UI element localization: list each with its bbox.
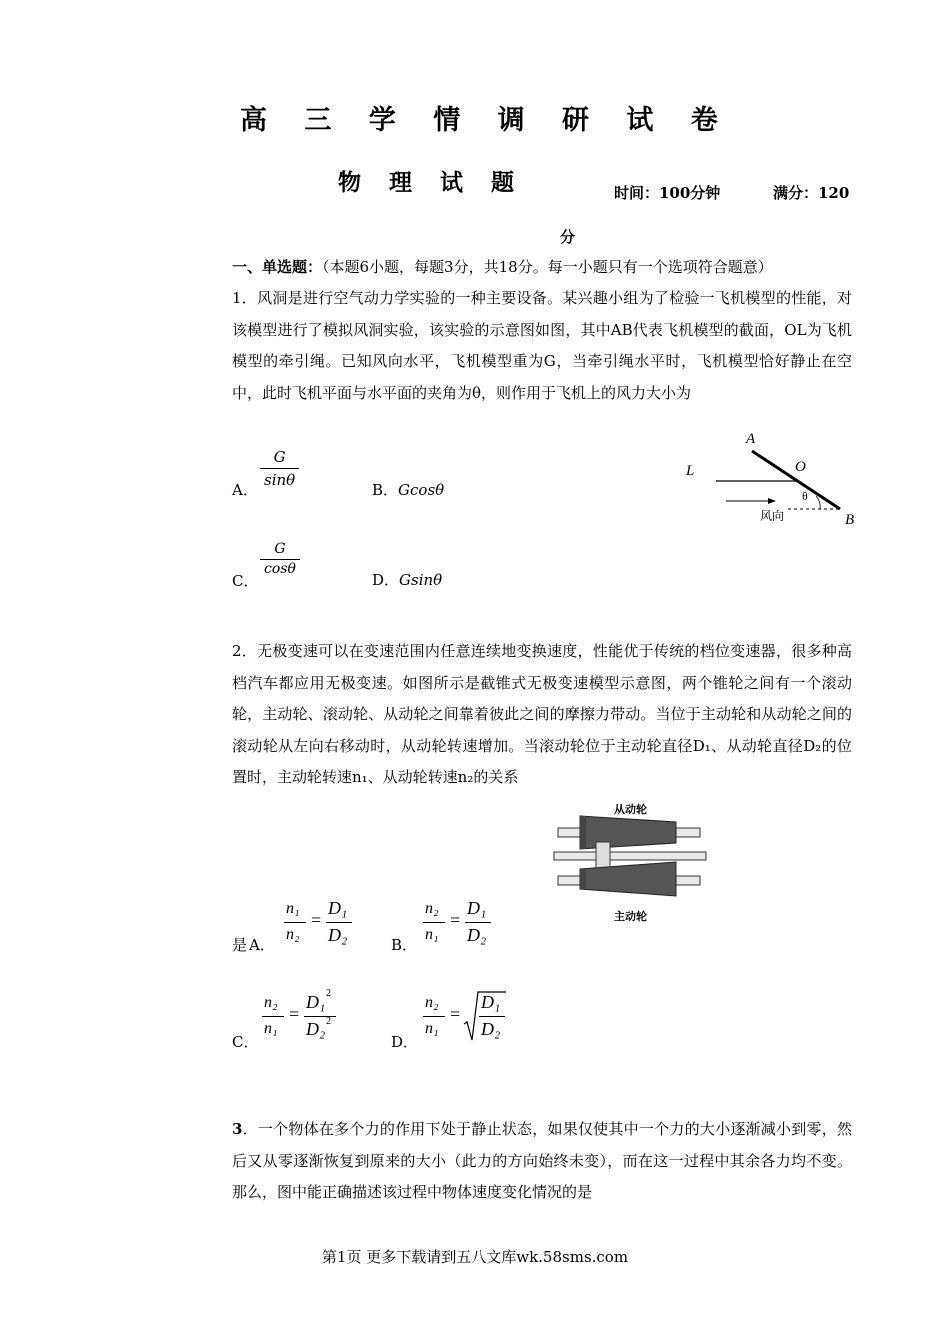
question-3-number: 3 <box>232 1120 243 1138</box>
cvt-diagram <box>552 800 712 930</box>
theta-arc <box>816 496 820 509</box>
page-footer: 第1页 更多下载请到五八文库wk.58sms.com <box>321 1248 629 1266</box>
q2-c-rhs-den-exp: 2 <box>326 1016 331 1027</box>
q2-a-equals: = <box>311 910 322 930</box>
q2-c-lhs-den: n₁ <box>264 1020 278 1037</box>
question-3-text <box>232 1114 852 1209</box>
q2-d-rhs-bar <box>479 1016 505 1017</box>
q2-a-lhs-num: n₁ <box>286 900 300 917</box>
q2-b-rhs-bar <box>465 922 491 923</box>
q2-d-rhs-num: D₁ <box>481 992 501 1012</box>
q2-c-rhs-bar <box>304 1016 336 1017</box>
label-l: L <box>686 463 695 479</box>
label-o: O <box>795 459 806 475</box>
label-b: B <box>845 512 855 528</box>
question-1-text: 1．风洞是进行空气动力学实验的一种主要设备。某兴趣小组为了检验一飞机模型的性能，对该模型进行了模拟风洞实验，该实验的示意图如图，其中AB代表飞机模型的截面，OL为飞机模型的牵引绳。已知风向水平，飞机模型重为G，当牵引绳水平时，飞机模型恰好静止在空中，此时飞机平面与水平面的夹角为θ，则作用于飞机上的风力大小为 <box>232 289 852 402</box>
q1-option-d-label: D． <box>372 571 400 589</box>
q2-b-rhs-den: D₂ <box>467 925 487 945</box>
q2-c-rhs-den: D₂ <box>306 1019 326 1039</box>
driven-cone-face <box>580 816 586 849</box>
wind-arrow-head <box>768 498 776 504</box>
q2-d-lhs-bar <box>423 1016 445 1017</box>
q2-c-lhs-num: n₂ <box>264 994 278 1011</box>
q1-option-d <box>372 569 442 590</box>
q2-a-rhs-num: D₁ <box>328 898 348 918</box>
section-heading <box>232 256 773 277</box>
section-note: （本题6小题，每题3分，共18分。每一小题只有一个选项符合题意） <box>322 258 773 276</box>
exam-score: 满分：120 <box>773 184 850 202</box>
q2-option-c-label: C． <box>232 1033 259 1051</box>
q1-option-a-fraction <box>260 446 299 491</box>
exam-score-unit: 分 <box>560 228 576 246</box>
q2-b-rhs-num: D₁ <box>467 898 487 918</box>
wind-tunnel-diagram <box>680 425 870 535</box>
q1-option-b-value: Gcosθ <box>398 481 445 499</box>
q1-option-b <box>372 479 444 500</box>
q2-option-b-label: B． <box>391 936 418 954</box>
drive-cone <box>580 862 676 896</box>
q2-b-lhs-bar <box>423 922 445 923</box>
q2-c-rhs-num-exp: 2 <box>326 988 331 999</box>
q2-b-lhs-den: n₁ <box>425 926 439 943</box>
q2-option-a-label: A． <box>249 936 275 954</box>
q1-option-a-numerator: G <box>273 448 286 466</box>
q2-d-lhs-num: n₂ <box>425 994 439 1011</box>
exam-time: 时间：100分钟 <box>614 184 721 202</box>
label-theta: θ <box>802 489 808 503</box>
q2-c-lhs-bar <box>262 1016 284 1017</box>
drive-wheel-label: 主动轮 <box>614 910 647 923</box>
q1-option-c-label: C． <box>232 572 259 590</box>
q1-option-c-numerator: G <box>274 541 286 557</box>
q1-option-c-denominator: cosθ <box>260 559 300 579</box>
q2-a-lhs-bar <box>284 922 306 923</box>
q2-b-lhs-num: n₂ <box>425 900 439 917</box>
q2-tail: 是 <box>232 936 248 954</box>
q2-c-equals: = <box>289 1004 300 1024</box>
q2-d-lhs-den: n₁ <box>425 1020 439 1037</box>
q1-option-d-value: Gsinθ <box>399 571 443 589</box>
driven-cone <box>580 816 676 849</box>
q1-option-b-label: B． <box>372 481 399 499</box>
q1-option-c-fraction <box>260 540 300 579</box>
roller-shaft <box>554 852 706 860</box>
rolling-wheel <box>596 842 610 868</box>
q2-option-d-label: D． <box>391 1033 419 1051</box>
exam-subtitle: 物 理 试 题 <box>338 169 525 196</box>
q1-option-a-label: A． <box>232 481 258 499</box>
q2-a-rhs-den: D₂ <box>328 925 348 945</box>
q2-a-lhs-den: n₂ <box>286 926 300 943</box>
question-2-text: 2．无极变速可以在变速范围内任意连续地变换速度，性能优于传统的档位变速器，很多种高档汽车都应用无极变速。如图所示是截锥式无极变速模型示意图，两个锥轮之间有一个滚动轮，主动轮、滚动轮、从动轮之间靠着彼此之间的摩擦力带动。当位于主动轮和从动轮之间的滚动轮从左向右移动时，从动轮转速增加。当滚动轮位于主动轮直径D₁、从动轮直径D₂的位置时，主动轮转速n₁、从动轮转速n₂的关系 <box>232 642 852 786</box>
label-a: A <box>746 431 756 447</box>
q2-b-equals: = <box>450 910 461 930</box>
question-3-body: ．一个物体在多个力的作用下处于静止状态，如果仅使其中一个力的大小逐渐减小到零，然后又从零逐渐恢复到原来的大小（此力的方向始终未变），而在这一过程中其余各力均不变。那么，图中能正确描述该过程中物体速度变化情况的是 <box>232 1120 852 1201</box>
q2-d-rhs-den: D₂ <box>481 1019 501 1039</box>
drive-cone-face <box>580 869 586 889</box>
q2-d-equals: = <box>450 1004 461 1024</box>
q2-a-rhs-bar <box>326 922 352 923</box>
exam-title: 高 三 学 情 调 研 试 卷 <box>240 105 732 136</box>
section-title: 一、单选题： <box>232 258 323 276</box>
driven-wheel-label: 从动轮 <box>614 803 647 816</box>
q1-option-a-denominator: sinθ <box>260 468 299 491</box>
label-wind-direction: 风向 <box>760 509 785 523</box>
q2-c-rhs-num: D₁ <box>306 992 326 1012</box>
